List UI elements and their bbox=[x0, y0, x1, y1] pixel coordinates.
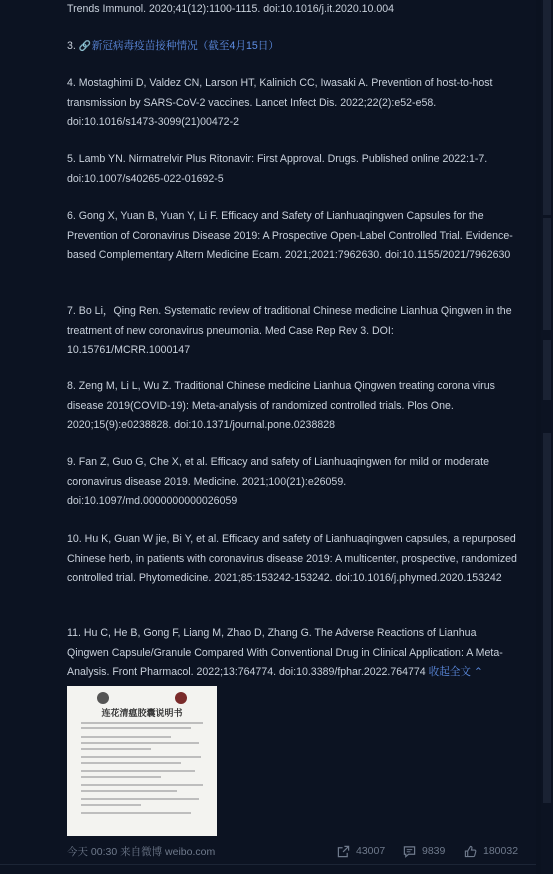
reference-9: 9. Fan Z, Guo G, Che X, et al. Efficacy and safety of Lianhuaqingwen for mild or moderate coronavirus disease 2019. Medicine. 2021;100(21):e26059. doi:10.1097/md.0000000000026059 bbox=[67, 456, 492, 507]
reference-11 bbox=[67, 624, 517, 683]
collapse-label: 收起全文 bbox=[428, 666, 472, 678]
image-thumbnail[interactable] bbox=[67, 686, 217, 836]
reference-6: 6. Gong X, Yuan B, Yuan Y, Li F. Efficacy and Safety of Lianhuaqingwen Capsules for the Prevention of Coronavirus Disease 2019: A Prospective Open-Label Controlled Trial. Evidence-based Complementary Altern Medicine Ecam. 2021;2021:7962630. doi:10.1155/2021/7962630 bbox=[67, 210, 513, 261]
reference-10: 10. Hu K, Guan W jie, Bi Y, et al. Efficacy and safety of Lianhuaqingwen capsules, a repurposed Chinese herb, in patients with coronavirus disease 2019: A multicenter, prospective, randomized controlled trial. Phytomedicine. 2021;85:153242-153242. doi:10.1016/j.phymed.2020.153242 bbox=[67, 533, 520, 584]
post-footer bbox=[67, 842, 527, 860]
reference-11-text: 11. Hu C, He B, Gong F, Liang M, Zhao D, Zhang G. The Adverse Reactions of Lianhua Qingwen Capsule/Granule Compared With Conventional Drug in Clinical Application: A Meta-Analysis. Front Pharmacol. 2022;13:764774. doi:10.3389/fphar.2022.764774 bbox=[67, 627, 503, 678]
text-line bbox=[81, 736, 171, 738]
reference-2-tail: Trends Immunol. 2020;41(12):1100-1115. doi:10.1016/j.it.2020.10.004 bbox=[67, 3, 395, 15]
scroll-segment bbox=[543, 0, 551, 215]
text-line bbox=[81, 770, 195, 772]
reference-7: 7. Bo Li，Qing Ren. Systematic review of traditional Chinese medicine Lianhua Qingwen in the treatment of new coronavirus pneumonia. Med Case Rep Rev 3. DOI: 10.15761/MCRR.1000147 bbox=[67, 305, 515, 356]
divider bbox=[0, 864, 536, 865]
post-time-source: 今天 00:30 来自微博 weibo.com bbox=[67, 846, 216, 858]
comment-count: 9839 bbox=[422, 845, 446, 857]
thumbnail-title: 连花清瘟胶囊说明书 bbox=[101, 708, 183, 718]
scroll-thumb[interactable] bbox=[543, 433, 551, 803]
text-line bbox=[81, 756, 201, 758]
text-line bbox=[81, 790, 177, 792]
text-line bbox=[81, 798, 199, 800]
text-line bbox=[81, 762, 181, 764]
collapse-button[interactable] bbox=[429, 666, 483, 678]
chevron-up-icon: ⌃ bbox=[473, 666, 483, 678]
reference-3 bbox=[67, 37, 517, 57]
reference-3-link[interactable]: 新冠病毒疫苗接种情况（截至4月15日） bbox=[91, 40, 279, 52]
text-line bbox=[81, 812, 191, 814]
reference-4: 4. Mostaghimi D, Valdez CN, Larson HT, Kalinich CC, Iwasaki A. Prevention of host-to-host transmission by SARS-CoV-2 vaccines. Lancet Infect Dis. 2022;22(2):e52-e58. doi:10.1016/s1473-3099(21)00472-2 bbox=[67, 77, 496, 128]
repost-icon bbox=[337, 845, 350, 858]
link-icon: 🔗 bbox=[78, 41, 92, 52]
thumbs-up-icon bbox=[464, 845, 477, 858]
scroll-segment bbox=[543, 340, 551, 400]
text-line bbox=[81, 748, 151, 750]
reference-5: 5. Lamb YN. Nirmatrelvir Plus Ritonavir: First Approval. Drugs. Published online 2022:1-7. doi:10.1007/s40265-022-01692-5 bbox=[67, 153, 491, 185]
reference-8: 8. Zeng M, Li L, Wu Z. Traditional Chinese medicine Lianhua Qingwen treating corona virus disease 2019(COVID-19): Meta-analysis of randomized controlled trials. Plos One. 2020;15(9):e0238828. doi:10.1371/journal.pone.0238828 bbox=[67, 380, 498, 431]
text-line bbox=[81, 722, 203, 724]
text-line bbox=[81, 804, 141, 806]
text-line bbox=[81, 727, 191, 729]
like-button[interactable] bbox=[464, 842, 518, 860]
text-line bbox=[81, 742, 199, 744]
brand-logo-right bbox=[175, 692, 187, 704]
scrollbar[interactable] bbox=[541, 0, 553, 874]
repost-count: 43007 bbox=[356, 845, 386, 857]
brand-logo-left bbox=[97, 692, 109, 704]
scroll-segment bbox=[543, 218, 551, 330]
reference-3-number: 3. bbox=[67, 40, 76, 52]
text-line bbox=[81, 784, 203, 786]
text-line bbox=[81, 776, 161, 778]
comment-button[interactable] bbox=[403, 842, 445, 860]
like-count: 180032 bbox=[483, 845, 519, 857]
comment-icon bbox=[403, 845, 416, 858]
repost-button[interactable] bbox=[337, 842, 385, 860]
